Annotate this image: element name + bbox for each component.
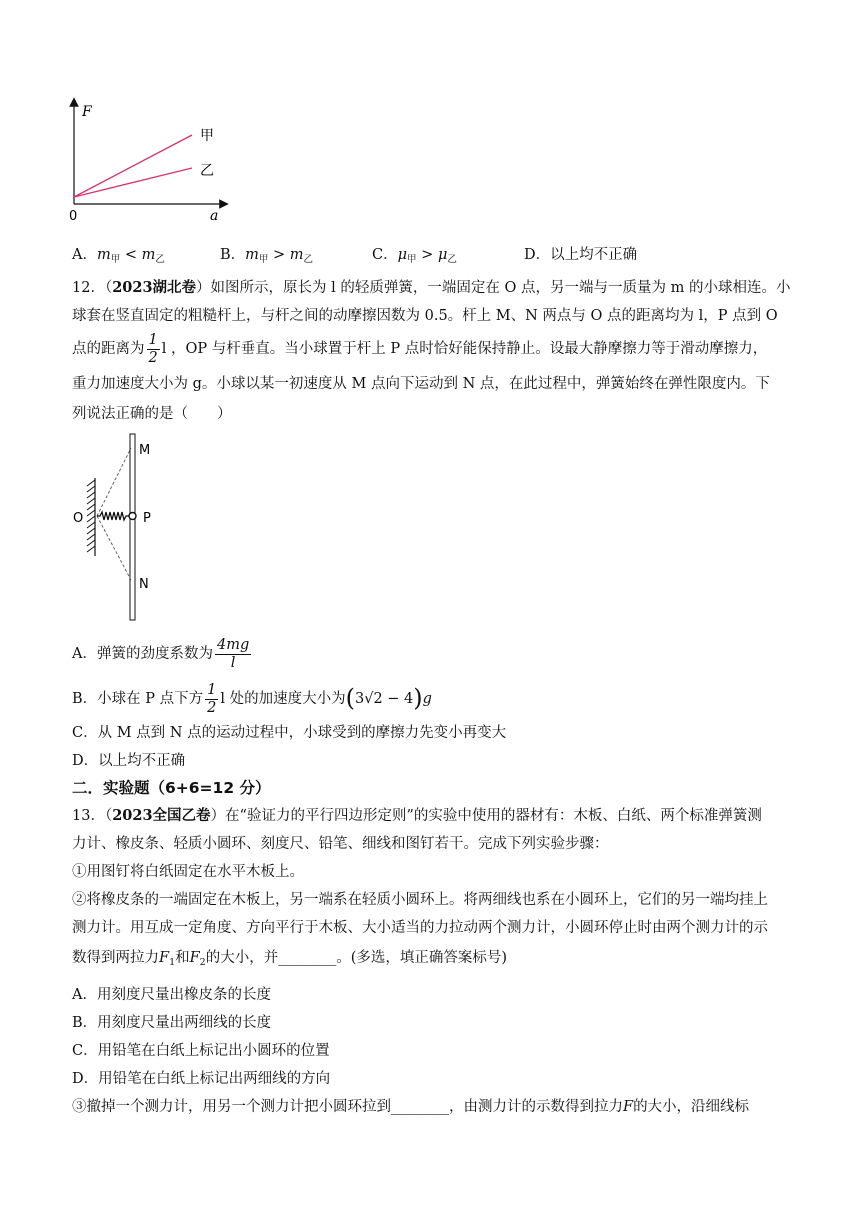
spring-rod-figure: [70, 428, 170, 624]
q12-option-c: C．从 M 点到 N 点的运动过程中，小球受到的摩擦力先变小再变大: [72, 725, 507, 741]
math-symbol: μ: [397, 247, 408, 263]
math-symbol: F: [189, 950, 200, 966]
option-text: B．小球在 P 点下方: [72, 691, 204, 707]
math-symbol: m: [245, 247, 259, 263]
q11-option-b: [220, 243, 313, 265]
fraction-4mg-over-l: [215, 637, 251, 672]
math-symbol: m: [289, 247, 304, 263]
origin-label: 0: [69, 209, 78, 224]
q12-line-1: [72, 278, 791, 298]
subscript: 甲: [258, 254, 269, 265]
subscript: 乙: [303, 254, 314, 265]
math-symbol: F: [159, 950, 170, 966]
section-heading: 二．实验题（6+6=12 分）: [72, 779, 271, 797]
ball: [129, 513, 136, 520]
q13-step-2-line-2: 测力计。用互成一定角度、方向平行于木板、大小适当的力拉动两个测力计，小圆环停止时由两个测力计的示: [72, 920, 768, 936]
subscript: 甲: [110, 254, 121, 265]
question-source: 2023湖北卷: [112, 279, 197, 296]
math-symbol: F: [623, 1099, 634, 1115]
q13-line-2: 力计、橡皮条、轻质小圆环、刻度尺、铅笔、细线和图钉若干。完成下列实验步骤：: [72, 836, 609, 852]
operator: <: [120, 247, 142, 263]
question-text: 和: [175, 950, 190, 966]
option-text: A．弹簧的劲度系数为: [72, 646, 213, 662]
option-text: l 处的加速度大小为: [220, 691, 346, 707]
question-text: 数得到两拉力: [72, 950, 159, 966]
math-symbol: μ: [437, 247, 448, 263]
q12-line-4: 重力加速度大小为 g。小球以某一初速度从 M 点向下运动到 N 点，在此过程中，弹簧始终在弹性限度内。下: [72, 376, 770, 392]
label-yi: 乙: [200, 163, 214, 179]
paren-open: (: [345, 684, 355, 712]
q13-option-d: D．用铅笔在白纸上标记出两细线的方向: [72, 1071, 331, 1087]
vertical-rod: [130, 434, 135, 620]
x-axis-label: a: [210, 208, 219, 224]
q11-options: [72, 243, 832, 265]
math-symbol: m: [141, 247, 156, 263]
q13-option-c: C．用铅笔在白纸上标记出小圆环的位置: [72, 1043, 330, 1059]
q13-line-1: [72, 806, 762, 826]
q12-option-a: [72, 634, 253, 674]
operator: >: [416, 247, 438, 263]
fraction-numerator: 1: [207, 681, 217, 698]
dashed-om: [97, 448, 131, 516]
q13-step-2-line-1: ②将橡皮条的一端固定在木板上，另一端系在轻质小圆环上。将两细线也系在小圆环上，它们的另一端均挂上: [72, 892, 768, 908]
question-text: ③撤掉一个测力计，用另一个测力计把小圆环拉到________，由测力计的示数得到拉力: [72, 1099, 623, 1115]
fraction-numerator: 1: [148, 331, 158, 348]
subscript: 甲: [407, 254, 417, 265]
option-letter: B．: [220, 247, 246, 263]
paren-close: ): [413, 684, 423, 712]
q13-option-b: B．用刻度尺量出两细线的长度: [72, 1015, 272, 1031]
label-m: M: [139, 443, 151, 458]
q13-step-2-line-3: [72, 948, 507, 973]
question-source: 2023全国乙卷: [112, 807, 211, 824]
label-n: N: [139, 577, 149, 592]
q12-line-3: [72, 330, 767, 368]
q12-option-b: [72, 678, 432, 719]
option-letter: A．: [72, 247, 97, 263]
fraction-half: [205, 682, 218, 717]
q11-option-a: [72, 243, 165, 265]
subscript: 乙: [155, 254, 165, 265]
q13-option-a: A．用刻度尺量出橡皮条的长度: [72, 987, 271, 1003]
subscript: 2: [199, 957, 206, 968]
math-symbol: g: [422, 691, 432, 707]
question-number: 12．（: [72, 280, 113, 296]
q12-option-d: D．以上均不正确: [72, 753, 186, 769]
q11-option-c: [372, 243, 457, 265]
question-text: ）如图所示，原长为 l 的轻质弹簧，一端固定在 O 点，另一端与一质量为 m 的小球相连。小: [196, 280, 791, 296]
q13-step-1: ①用图钉将白纸固定在水平木板上。: [72, 864, 304, 880]
math-symbol: m: [96, 247, 111, 263]
option-letter: C．: [372, 247, 398, 263]
subscript: 乙: [447, 254, 457, 265]
fraction-numerator: 4mg: [216, 636, 250, 653]
math-expression: 3√2 − 4: [355, 691, 414, 707]
y-axis-label: F: [82, 104, 92, 120]
question-number: 13．（: [72, 808, 113, 824]
spring: [97, 512, 129, 520]
label-o: O: [73, 511, 84, 526]
fa-graph-figure: [60, 96, 230, 226]
fraction-denominator: l: [230, 654, 236, 671]
fraction-denominator: 2: [148, 349, 158, 366]
label-p: P: [143, 511, 151, 526]
q13-step-3: [72, 1097, 749, 1117]
q12-line-2: 球套在竖直固定的粗糙杆上，与杆之间的动摩擦因数为 0.5。杆上 M、N 两点与 O 点的距离均为 l，P 点到 O: [72, 308, 778, 324]
q11-option-d: D．以上均不正确: [524, 247, 638, 263]
q12-line-5: 列说法正确的是（ ）: [72, 406, 232, 422]
question-text: 的大小，并________。(多选，填正确答案标号): [205, 950, 508, 966]
dashed-on: [97, 516, 131, 580]
fraction-half: [147, 332, 160, 367]
question-text: ）在“验证力的平行四边形定则”的实验中使用的器材有：木板、白纸、两个标准弹簧测: [210, 808, 762, 824]
question-text: 的大小，沿细线标: [633, 1099, 750, 1115]
line-yi: [74, 168, 192, 197]
fraction-denominator: 2: [207, 699, 217, 716]
operator: >: [268, 247, 290, 263]
label-jia: 甲: [200, 128, 214, 144]
question-text: 点的距离为: [72, 341, 145, 357]
subscript: 1: [169, 957, 176, 968]
question-text: l ，OP 与杆垂直。当小球置于杆上 P 点时恰好能保持静止。设最大静摩擦力等于滑动摩擦力，: [161, 341, 768, 357]
wall-hatching: [87, 480, 95, 552]
line-jia: [74, 135, 192, 197]
